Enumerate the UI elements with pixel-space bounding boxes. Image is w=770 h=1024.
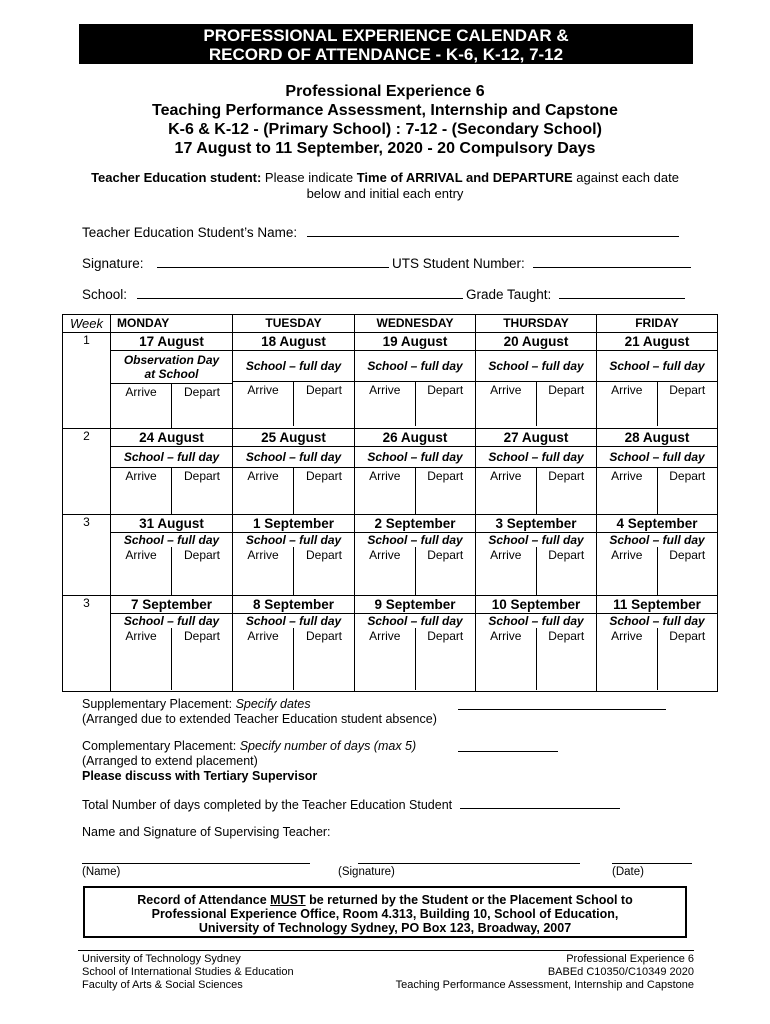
arrive-depart (355, 628, 475, 690)
day-cell[interactable] (476, 515, 597, 596)
supervisor-signature-line[interactable] (358, 851, 580, 864)
total-days-line[interactable] (460, 796, 620, 809)
arrive-depart (233, 468, 354, 514)
depart-slot[interactable]: Depart (171, 628, 232, 690)
header-friday: FRIDAY (597, 315, 718, 333)
student-name-field[interactable] (82, 224, 679, 240)
document-heading (0, 82, 770, 158)
arrive-depart (476, 628, 596, 690)
arrive-slot[interactable]: Arrive (247, 629, 279, 643)
depart-slot[interactable]: Depart (536, 468, 597, 514)
depart-slot[interactable]: Depart (657, 382, 718, 426)
depart-slot[interactable]: Depart (171, 547, 232, 595)
arrive-depart (597, 547, 717, 595)
complementary-note: (Arranged to extend placement) (82, 754, 258, 768)
day-cell[interactable] (597, 429, 718, 515)
depart-slot[interactable]: Depart (657, 468, 718, 514)
instruction-emphasis: Time of ARRIVAL and DEPARTURE (356, 170, 573, 185)
arrive-depart (355, 382, 475, 426)
week-number: 1 (63, 333, 111, 429)
day-activity: School – full day (355, 613, 475, 628)
arrive-slot[interactable]: Arrive (369, 629, 401, 643)
day-date: 31 August (139, 516, 204, 531)
day-date: 19 August (382, 334, 448, 349)
total-days-field[interactable] (82, 796, 620, 813)
supervisor-date-line[interactable] (612, 851, 692, 864)
day-activity: School – full day (476, 613, 596, 628)
supplementary-dates-line[interactable] (458, 697, 666, 710)
complementary-days-line[interactable] (458, 739, 558, 752)
day-cell[interactable] (233, 429, 355, 515)
notice-line-3: University of Technology Sydney, PO Box 123, Broadway, 2007 (198, 921, 572, 935)
depart-slot[interactable]: Depart (657, 547, 718, 595)
signature-label: Signature: (82, 256, 144, 271)
heading-line-4: 17 August to 11 September, 2020 - 20 Compulsory Days (174, 140, 596, 157)
depart-slot[interactable]: Depart (293, 468, 354, 514)
day-date: 18 August (261, 334, 326, 349)
day-cell[interactable] (355, 333, 476, 429)
complementary-hint: Specify number of days (max 5) (239, 739, 417, 753)
day-cell[interactable] (597, 596, 718, 692)
complementary-placement (82, 739, 416, 784)
instructions (80, 170, 690, 202)
arrive-slot[interactable]: Arrive (125, 629, 157, 643)
day-cell[interactable] (476, 596, 597, 692)
week-row (63, 596, 718, 692)
header-thursday: THURSDAY (476, 315, 597, 333)
day-date: 8 September (252, 597, 335, 612)
depart-slot[interactable]: Depart (293, 628, 354, 690)
uts-number-label: UTS Student Number: (392, 256, 525, 271)
day-activity: School – full day (597, 446, 717, 468)
heading-line-2: Teaching Performance Assessment, Internship and Capstone (152, 102, 618, 119)
depart-slot[interactable]: Depart (171, 468, 232, 514)
arrive-slot[interactable]: Arrive (611, 469, 643, 483)
day-date: 17 August (139, 334, 204, 349)
supervisor-name-line[interactable] (82, 851, 310, 864)
day-date: 27 August (503, 430, 569, 445)
day-cell[interactable] (111, 515, 233, 596)
day-date: 4 September (616, 516, 698, 531)
day-date: 26 August (382, 430, 448, 445)
supplementary-note: (Arranged due to extended Teacher Education student absence) (82, 712, 437, 726)
supervisor-label: Name and Signature of Supervising Teacher: (82, 825, 331, 839)
instruction-text-2: against each date below and initial each entry (306, 170, 679, 201)
arrive-slot[interactable]: Arrive (125, 385, 157, 399)
week-row (63, 515, 718, 596)
notice-line-2: Professional Experience Office, Room 4.313, Building 10, School of Education, (151, 907, 619, 921)
day-activity: School – full day (111, 532, 232, 547)
calendar-header-row (63, 315, 718, 333)
day-date: 20 August (503, 334, 569, 349)
week-row (63, 333, 718, 429)
day-activity: School – full day (233, 613, 354, 628)
notice-pre: Record of Attendance (137, 893, 271, 907)
arrive-depart (111, 547, 232, 595)
arrive-depart (233, 382, 354, 426)
attendance-calendar (62, 314, 718, 692)
depart-slot[interactable]: Depart (536, 628, 597, 690)
student-name-label: Teacher Education Student’s Name: (82, 225, 298, 240)
footer-subtitle: Teaching Performance Assessment, Internship and Capstone (395, 979, 694, 991)
day-date: 9 September (374, 597, 456, 612)
arrive-depart (476, 547, 596, 595)
footer-faculty: Faculty of Arts & Social Sciences (82, 979, 243, 991)
day-cell[interactable] (476, 429, 597, 515)
arrive-slot[interactable]: Arrive (125, 469, 157, 483)
arrive-slot[interactable]: Arrive (369, 469, 401, 483)
arrive-slot[interactable]: Arrive (611, 629, 643, 643)
uts-number-field[interactable] (392, 255, 691, 271)
day-date: 3 September (495, 516, 577, 531)
arrive-slot[interactable]: Arrive (490, 548, 522, 562)
day-activity: School – full day (355, 532, 475, 547)
arrive-slot[interactable]: Arrive (247, 469, 279, 483)
week-number: 2 (63, 429, 111, 515)
uts-number-line[interactable] (533, 255, 691, 268)
arrive-slot[interactable]: Arrive (611, 383, 643, 397)
day-activity: Observation Day at School (111, 350, 232, 384)
week-number: 3 (63, 596, 111, 692)
arrive-slot[interactable]: Arrive (490, 469, 522, 483)
arrive-depart (111, 384, 232, 428)
arrive-depart (597, 468, 717, 514)
day-activity: School – full day (476, 532, 596, 547)
arrive-depart (233, 628, 354, 690)
footer-university: University of Technology Sydney (82, 953, 241, 965)
day-activity: School – full day (476, 350, 596, 382)
day-cell[interactable] (111, 429, 233, 515)
supplementary-placement (82, 697, 437, 727)
day-cell[interactable] (355, 596, 476, 692)
arrive-slot[interactable]: Arrive (369, 548, 401, 562)
day-date: 7 September (130, 597, 213, 612)
complementary-label: Complementary Placement: (82, 739, 240, 753)
instruction-text-1: Please indicate (261, 170, 357, 185)
day-cell[interactable] (355, 429, 476, 515)
total-days-label: Total Number of days completed by the Teacher Education Student (82, 798, 453, 812)
day-cell[interactable] (597, 333, 718, 429)
signature-field[interactable] (82, 255, 389, 271)
day-date: 11 September (613, 597, 701, 612)
signature-caption: (Signature) (338, 866, 395, 878)
depart-slot[interactable]: Depart (415, 628, 476, 690)
day-date: 25 August (261, 430, 326, 445)
notice-post: be returned by the Student or the Placement School to (305, 893, 633, 907)
arrive-depart (111, 468, 232, 514)
day-cell[interactable] (233, 515, 355, 596)
school-label: School: (82, 287, 128, 302)
supplementary-label: Supplementary Placement: (82, 697, 236, 711)
arrive-slot[interactable]: Arrive (247, 548, 279, 562)
arrive-slot[interactable]: Arrive (247, 383, 279, 397)
arrive-depart (476, 382, 596, 426)
day-activity: School – full day (476, 446, 596, 468)
day-activity: School – full day (233, 446, 354, 468)
return-notice-box (83, 886, 687, 938)
day-activity: School – full day (111, 446, 232, 468)
day-activity: School – full day (233, 532, 354, 547)
footer-left (82, 953, 294, 992)
student-name-line[interactable] (307, 224, 679, 237)
name-caption: (Name) (82, 866, 121, 878)
grade-label: Grade Taught: (466, 287, 552, 302)
grade-line[interactable] (559, 286, 685, 299)
notice-must: MUST (270, 893, 306, 907)
depart-slot[interactable]: Depart (415, 382, 476, 426)
day-date: 21 August (624, 334, 690, 349)
day-activity: School – full day (111, 613, 232, 628)
footer-course: Professional Experience 6 (566, 953, 694, 965)
arrive-depart (355, 547, 475, 595)
arrive-slot[interactable]: Arrive (125, 548, 157, 562)
header-week: Week (63, 315, 111, 333)
complementary-emphasis: Please discuss with Tertiary Supervisor (82, 769, 318, 783)
footer-divider (78, 950, 694, 951)
week-number: 3 (63, 515, 111, 596)
school-line[interactable] (137, 286, 463, 299)
arrive-slot[interactable]: Arrive (611, 548, 643, 562)
date-caption: (Date) (612, 866, 644, 878)
document-banner (79, 24, 693, 64)
arrive-depart (355, 468, 475, 514)
depart-slot[interactable]: Depart (657, 628, 718, 690)
day-date: 24 August (139, 430, 204, 445)
depart-slot[interactable]: Depart (415, 468, 476, 514)
footer-school: School of International Studies & Education (82, 966, 294, 978)
depart-slot[interactable]: Depart (293, 382, 354, 426)
week-row (63, 429, 718, 515)
day-cell[interactable] (111, 596, 233, 692)
header-tuesday: TUESDAY (233, 315, 355, 333)
arrive-depart (476, 468, 596, 514)
arrive-slot[interactable]: Arrive (490, 383, 522, 397)
school-field[interactable] (82, 286, 463, 302)
day-date: 28 August (624, 430, 690, 445)
day-cell[interactable] (355, 515, 476, 596)
day-activity: School – full day (355, 350, 475, 382)
footer-right (396, 953, 694, 992)
day-cell[interactable] (597, 515, 718, 596)
depart-slot[interactable]: Depart (171, 384, 232, 428)
day-date: 2 September (374, 516, 456, 531)
day-cell[interactable] (476, 333, 597, 429)
arrive-depart (111, 628, 232, 690)
arrive-depart (597, 628, 717, 690)
arrive-slot[interactable]: Arrive (490, 629, 522, 643)
day-cell[interactable] (111, 333, 233, 429)
day-activity: School – full day (597, 350, 717, 382)
footer-code: BABEd C10350/C10349 2020 (547, 966, 694, 978)
instruction-lead: Teacher Education student: (91, 170, 262, 185)
day-date: 1 September (252, 516, 335, 531)
signature-line[interactable] (157, 255, 389, 268)
day-date: 10 September (491, 597, 581, 612)
header-wednesday: WEDNESDAY (355, 315, 476, 333)
depart-slot[interactable]: Depart (415, 547, 476, 595)
depart-slot[interactable]: Depart (536, 547, 597, 595)
day-activity: School – full day (597, 613, 717, 628)
arrive-depart (597, 382, 717, 426)
depart-slot[interactable]: Depart (293, 547, 354, 595)
depart-slot[interactable]: Depart (536, 382, 597, 426)
heading-line-3: K-6 & K-12 - (Primary School) : 7-12 - (Secondary School) (168, 121, 602, 138)
banner-line-1: PROFESSIONAL EXPERIENCE CALENDAR & (203, 26, 569, 45)
grade-field[interactable] (466, 286, 685, 302)
day-activity: School – full day (597, 532, 717, 547)
header-monday: MONDAY (111, 315, 233, 333)
day-cell[interactable] (233, 333, 355, 429)
banner-line-2: RECORD OF ATTENDANCE - K-6, K-12, 7-12 (208, 45, 564, 64)
arrive-slot[interactable]: Arrive (369, 383, 401, 397)
arrive-depart (233, 547, 354, 595)
supplementary-hint: Specify dates (235, 697, 311, 711)
day-cell[interactable] (233, 596, 355, 692)
day-activity: School – full day (355, 446, 475, 468)
heading-line-1: Professional Experience 6 (285, 83, 485, 100)
day-activity: School – full day (233, 350, 354, 382)
